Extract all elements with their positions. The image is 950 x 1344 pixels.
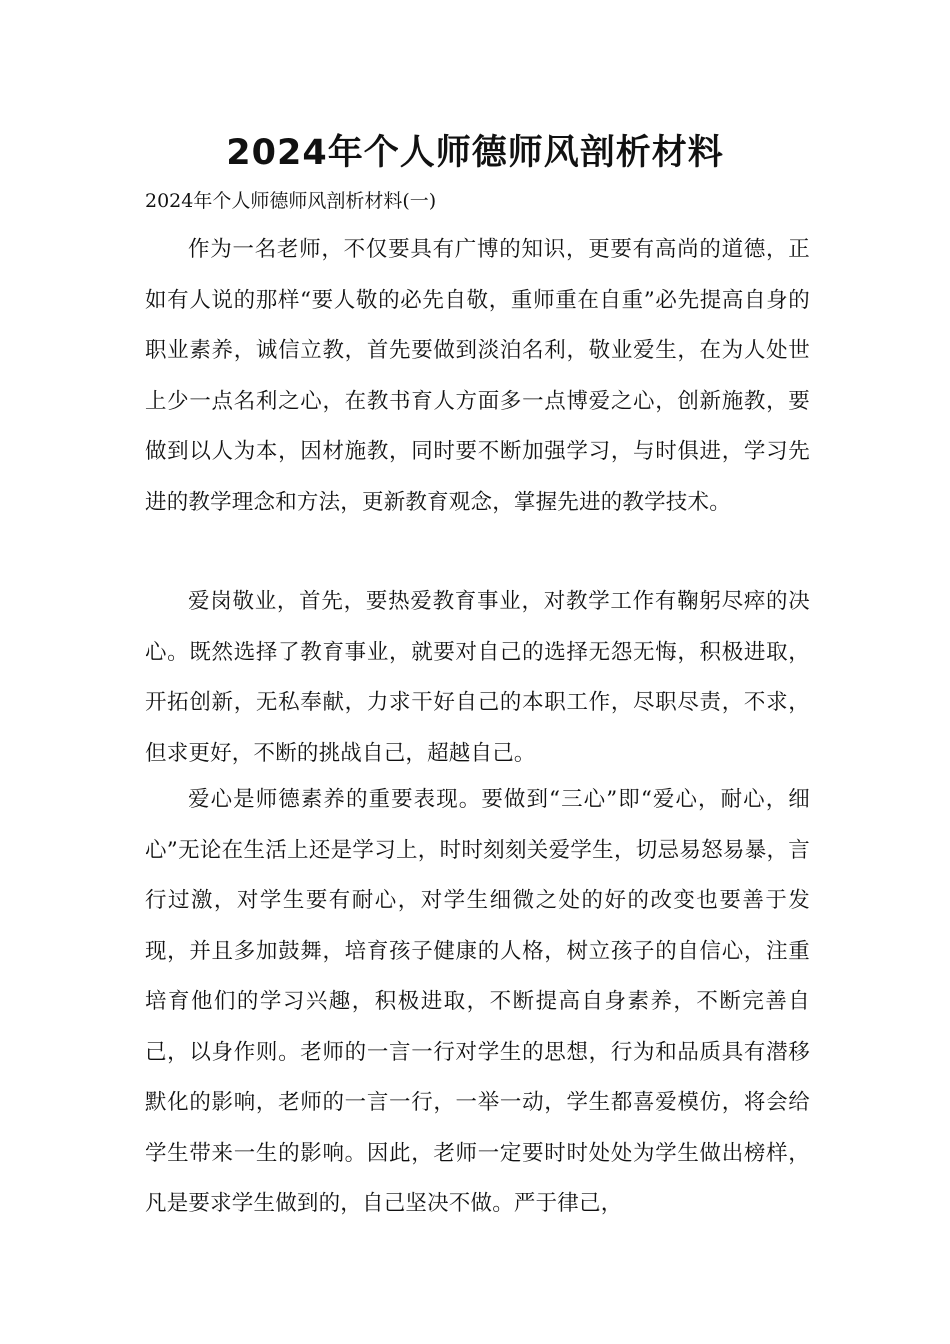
paragraph-3: 爱心是师德素养的重要表现。要做到“三心”即“爱心，耐心，细心”无论在生活上还是学习上，时时刻刻关爱学生，切忌易怒易暴，言行过激，对学生要有耐心，对学生细微之处的好的改变也要善于发现，并且多加鼓舞，培育孩子健康的人格，树立孩子的自信心，注重培育他们的学习兴趣，积极进取，不断提高自身素养，不断完善自己，以身作则。老师的一言一行对学生的思想，行为和品质具有潜移默化的影响，老师的一言一行，一举一动，学生都喜爱模仿，将会给学生带来一生的影响。因此，老师一定要时时处处为学生做出榜样，凡是要求学生做到的，自己坚决不做。严于律己， xyxy=(145,787,810,1216)
document-subtitle: 2024年个人师德师风剖析材料(一) xyxy=(145,190,437,212)
paragraph-1: 作为一名老师，不仅要具有广博的知识，更要有高尚的道德，正如有人说的那样“要人敬的必先自敬，重师重在自重”必先提高自身的职业素养，诚信立教，首先要做到淡泊名利，敬业爱生，在为人处世上少一点名利之心，在教书育人方面多一点博爱之心，创新施教，要做到以人为本，因材施教，同时要不断加强学习，与时俱进，学习先进的教学理念和方法，更新教育观念，掌握先进的教学技术。 xyxy=(145,237,810,515)
paragraph-2: 爱岗敬业，首先，要热爱教育事业，对教学工作有鞠躬尽瘁的决心。既然选择了教育事业，就要对自己的选择无怨无悔，积极进取，开拓创新，无私奉献，力求干好自己的本职工作，尽职尽责，不求，但求更好，不断的挑战自己，超越自己。 xyxy=(145,589,810,766)
document-title: 2024年个人师德师风剖析材料 xyxy=(226,133,724,173)
